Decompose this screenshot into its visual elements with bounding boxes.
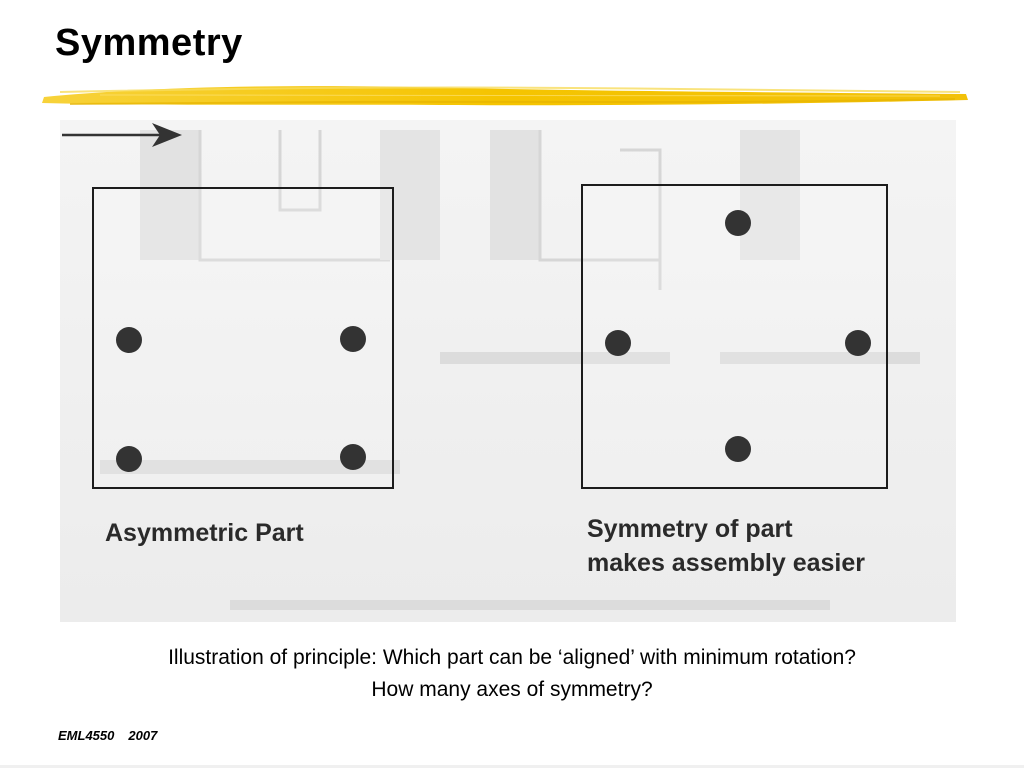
hole-marker bbox=[340, 444, 366, 470]
symmetry-figure bbox=[60, 120, 956, 622]
symmetric-part-caption bbox=[587, 512, 947, 580]
hole-marker bbox=[116, 446, 142, 472]
title-underline-brushstroke bbox=[40, 80, 970, 114]
hole-marker bbox=[845, 330, 871, 356]
hole-marker bbox=[725, 436, 751, 462]
slide-title: Symmetry bbox=[55, 22, 243, 64]
hole-marker bbox=[340, 326, 366, 352]
body-line-2: How many axes of symmetry? bbox=[371, 678, 653, 701]
footer-course: EML4550 bbox=[58, 728, 115, 743]
right-arrow-icon bbox=[60, 120, 184, 150]
hole-marker bbox=[605, 330, 631, 356]
symmetric-caption-line-1: Symmetry of part bbox=[587, 515, 793, 543]
symmetric-caption-line-2: makes assembly easier bbox=[587, 549, 865, 577]
slide-footer bbox=[58, 728, 157, 743]
asymmetric-part-caption: Asymmetric Part bbox=[105, 519, 304, 547]
body-line-1: Illustration of principle: Which part can be ‘aligned’ with minimum rotation? bbox=[168, 646, 856, 669]
hole-marker bbox=[725, 210, 751, 236]
hole-marker bbox=[116, 327, 142, 353]
footer-year: 2007 bbox=[128, 728, 158, 743]
asymmetric-part-panel bbox=[92, 187, 394, 489]
slide-body-text bbox=[0, 642, 1024, 706]
symmetric-part-panel bbox=[581, 184, 888, 489]
